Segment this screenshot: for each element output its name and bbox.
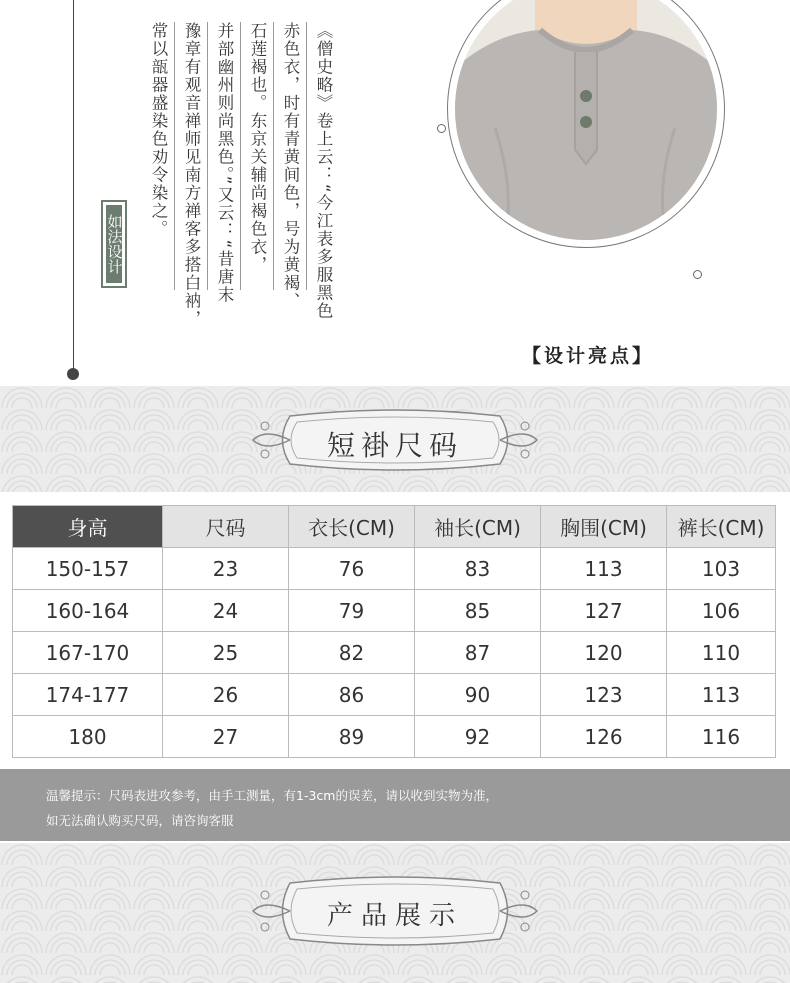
header-sleeve: 袖长(CM) [415, 506, 541, 548]
table-cell: 127 [541, 590, 667, 632]
table-cell: 25 [163, 632, 289, 674]
intro-column-3: 石莲褐也。东京关辅尚褐色衣， [248, 22, 267, 274]
table-cell: 106 [667, 590, 776, 632]
table-cell: 26 [163, 674, 289, 716]
header-pants: 裤长(CM) [667, 506, 776, 548]
ring-marker-left [437, 124, 446, 133]
notice-line-1: 温馨提示：尺码表进攻参考，由手工测量，有1-3cm的误差，请以收到实物为准， [46, 788, 498, 803]
table-cell: 110 [667, 632, 776, 674]
header-chest: 胸围(CM) [541, 506, 667, 548]
intro-column-1: 《僧史略》卷上云：“今江表多服黑色 [314, 22, 333, 321]
seal-stamp [101, 200, 127, 288]
table-cell: 85 [415, 590, 541, 632]
ornate-frame [245, 404, 545, 476]
table-cell: 27 [163, 716, 289, 758]
table-cell: 113 [541, 548, 667, 590]
intro-column-5: 豫章有观音禅师见南方禅客多搭白衲， [182, 22, 201, 328]
size-chart-title: 短褂尺码 [326, 429, 463, 462]
column-divider [207, 22, 208, 290]
design-highlight-label: 【设计亮点】 [522, 345, 655, 367]
table-cell: 180 [13, 716, 163, 758]
ornate-frame [245, 871, 545, 951]
table-row [13, 716, 776, 758]
table-cell: 76 [289, 548, 415, 590]
notice-line-2: 如无法确认购买尺码，请咨询客服 [46, 813, 234, 828]
table-cell: 89 [289, 716, 415, 758]
table-cell: 90 [415, 674, 541, 716]
table-cell: 116 [667, 716, 776, 758]
table-cell: 86 [289, 674, 415, 716]
intro-column-6: 常以瓿器盛染色劝令染之。 [149, 22, 168, 238]
table-cell: 126 [541, 716, 667, 758]
table-cell: 167-170 [13, 632, 163, 674]
header-size: 尺码 [163, 506, 289, 548]
product-display-banner [0, 843, 790, 983]
table-cell: 150-157 [13, 548, 163, 590]
table-cell: 92 [415, 716, 541, 758]
table-cell: 174-177 [13, 674, 163, 716]
table-cell: 82 [289, 632, 415, 674]
table-cell: 23 [163, 548, 289, 590]
size-notice [0, 769, 790, 841]
column-divider [240, 22, 241, 290]
product-display-title: 产品展示 [326, 901, 463, 931]
table-cell: 103 [667, 548, 776, 590]
intro-column-4: 并部幽州则尚黑色。”又云：“昔唐末 [215, 22, 234, 304]
column-divider [306, 22, 307, 290]
table-cell: 87 [415, 632, 541, 674]
seal-text: 如法设计 [106, 205, 122, 283]
table-cell: 160-164 [13, 590, 163, 632]
size-table [12, 505, 776, 758]
column-divider [273, 22, 274, 290]
column-divider [174, 22, 175, 290]
intro-column-2: 赤色衣，时有青黄间色，号为黄褐、 [281, 22, 300, 310]
ring-marker-right [693, 270, 702, 279]
header-length: 衣长(CM) [289, 506, 415, 548]
header-height: 身高 [13, 506, 163, 548]
table-cell: 83 [415, 548, 541, 590]
table-cell: 123 [541, 674, 667, 716]
table-header-row [13, 506, 776, 548]
table-row [13, 548, 776, 590]
table-row [13, 674, 776, 716]
table-cell: 120 [541, 632, 667, 674]
table-cell: 24 [163, 590, 289, 632]
size-chart-banner [0, 386, 790, 492]
table-cell: 79 [289, 590, 415, 632]
decorative-dot [67, 368, 79, 380]
decorative-vertical-line [73, 0, 74, 372]
table-row [13, 590, 776, 632]
table-row [13, 632, 776, 674]
table-cell: 113 [667, 674, 776, 716]
